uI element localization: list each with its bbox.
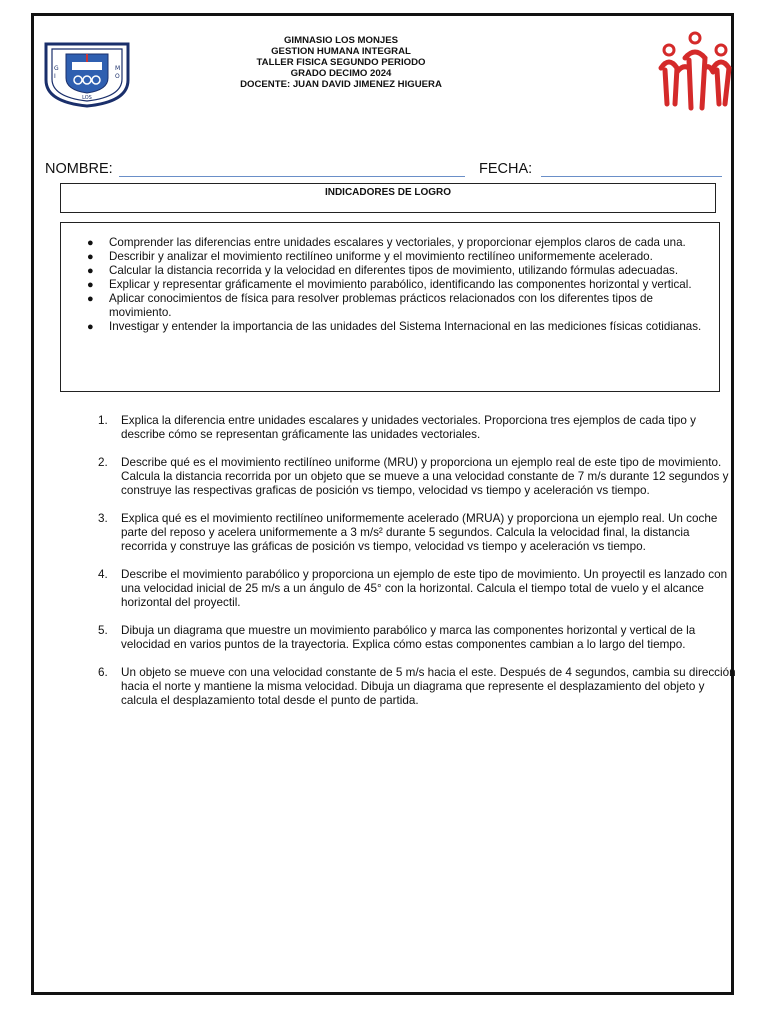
- name-label: NOMBRE:: [45, 161, 113, 177]
- bullet-icon: ●: [87, 237, 94, 249]
- svg-text:O: O: [115, 73, 120, 80]
- questions-list: [96, 414, 736, 722]
- question-item: 2. Describe qué es el movimiento rectilíneo uniforme (MRU) y proporciona un ejemplo real de este tipo de movimiento. Calcula la distancia recorrida por un objeto que se mueve a una velocidad constante de 7 m/s durante 12 segundos y construye las respectivas graficas de posición vs tiempo, velocidad vs tiempo y aceleración vs tiempo.: [98, 456, 729, 497]
- question-item: 6. Un objeto se mueve con una velocidad constante de 5 m/s hacia el este. Después de 4 segundos, cambia su dirección hacia el norte y mantiene la misma velocidad. Dibuja un diagrama que represente el desplazamiento del objeto y calcula el desplazamiento total desde el punto de partida.: [98, 666, 736, 707]
- header-teacher: DOCENTE: JUAN DAVID JIMENEZ HIGUERA: [240, 79, 442, 90]
- indicators-list-box: [60, 222, 720, 392]
- indicator-item: ● Comprender las diferencias entre unidades escalares y vectoriales, y proporcionar ejemplos claros de cada una.: [87, 236, 686, 249]
- svg-text:G: G: [54, 65, 59, 72]
- question-item: 5. Dibuja un diagrama que muestre un movimiento parabólico y marca las componentes horizontal y vertical de la velocidad en varios puntos de la trayectoria. Explica cómo estas componentes cambian a lo largo del tiempo.: [98, 624, 696, 651]
- indicators-title-box: [60, 183, 716, 213]
- indicators-title: INDICADORES DE LOGRO: [324, 187, 452, 198]
- indicator-item: ● Investigar y entender la importancia de las unidades del Sistema Internacional en las mediciones físicas cotidianas.: [87, 320, 702, 333]
- svg-text:LOS: LOS: [82, 95, 92, 101]
- indicator-item: ● Explicar y representar gráficamente el movimiento parabólico, identificando las componentes horizontal y vertical.: [87, 278, 692, 291]
- question-item: 3. Explica qué es el movimiento rectilíneo uniformemente acelerado (MRUA) y proporciona un ejemplo real. Un coche parte del reposo y acelera uniformemente a 3 m/s² durante 5 segundos. Calcula la velocidad final, la distancia recorrida y construye las gráficas de posición vs tiempo, velocidad vs tiempo y aceleración vs tiempo.: [98, 512, 718, 553]
- indicator-item: ● Describir y analizar el movimiento rectilíneo uniforme y el movimiento rectilíneo uniformemente acelerado.: [87, 250, 653, 263]
- date-label: FECHA:: [479, 161, 533, 177]
- bullet-icon: ●: [87, 265, 94, 277]
- document-header: [160, 35, 522, 90]
- indicator-item: ● Aplicar conocimientos de física para resolver problemas prácticos relacionados con los diferentes tipos de movimiento.: [87, 292, 653, 319]
- svg-text:I: I: [54, 73, 56, 80]
- indicators-list: [83, 236, 713, 334]
- date-input-line[interactable]: [541, 176, 722, 177]
- header-workshop-title: TALLER FISICA SEGUNDO PERIODO: [256, 57, 426, 68]
- bullet-icon: ●: [87, 251, 94, 263]
- school-crest-logo: [42, 40, 132, 108]
- indicator-item: ● Calcular la distancia recorrida y la velocidad en diferentes tipos de movimiento, utilizando fórmulas adecuadas.: [87, 264, 679, 277]
- header-department: GESTION HUMANA INTEGRAL: [271, 46, 411, 57]
- header-school-name: GIMNASIO LOS MONJES: [283, 35, 399, 46]
- bullet-icon: ●: [87, 293, 94, 305]
- header-grade: GRADO DECIMO 2024: [290, 68, 392, 79]
- svg-text:M: M: [115, 65, 121, 72]
- question-item: 4. Describe el movimiento parabólico y proporciona un ejemplo de este tipo de movimiento. Un proyectil es lanzado con una velocidad inicial de 25 m/s a un ángulo de 45° con la horizontal. Calcula el tiempo total de vuelo y el alcance horizontal del proyectil.: [98, 568, 728, 609]
- question-item: 1. Explica la diferencia entre unidades escalares y unidades vectoriales. Proporciona tres ejemplos de cada tipo y describe cómo se representan gráficamente las unidades vectoriales.: [98, 414, 696, 441]
- people-group-logo: [655, 28, 735, 112]
- bullet-icon: ●: [87, 321, 94, 333]
- name-input-line[interactable]: [119, 176, 465, 177]
- bullet-icon: ●: [87, 279, 94, 291]
